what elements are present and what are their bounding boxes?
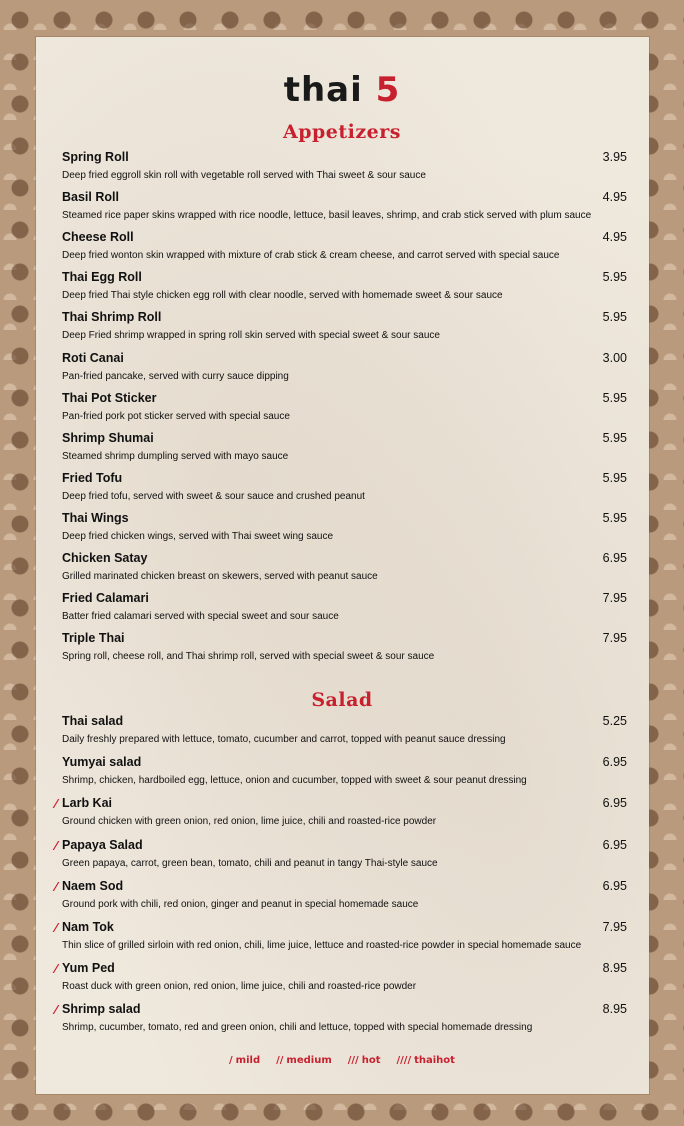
item-description: Deep fried wonton skin wrapped with mixture of crab stick & cream cheese, and carrot served with special sauce (62, 250, 560, 262)
item-name: Thai salad (62, 714, 124, 728)
item-name: Shrimp Shumai (62, 430, 154, 445)
item-description: Shrimp, cucumber, tomato, red and green onion, chili and lettuce, topped with special homemade dressing (62, 1022, 533, 1034)
item-price: 6.95 (602, 551, 627, 565)
item-description: Steamed rice paper skins wrapped with rice noodle, lettuce, basil leaves, shrimp, and crab stick served with plum sauce (62, 210, 592, 222)
item-description: Green papaya, carrot, green bean, tomato, chili and peanut in tangy Thai-style sauce (62, 857, 438, 869)
item-price: 5.95 (602, 470, 627, 485)
item-description: Spring roll, cheese roll, and Thai shrimp roll, served with special sweet & sour sauce (62, 651, 435, 663)
item-price: 4.95 (602, 190, 627, 205)
chili-pepper-icon: ⁄ (55, 797, 58, 812)
item-name: Thai Wings (62, 510, 129, 525)
item-name: Yumyai salad (62, 755, 142, 770)
chili-pepper-icon: / (229, 1055, 233, 1066)
item-description: Deep Fried shrimp wrapped in spring roll skin served with special sweet & sour sauce (62, 330, 440, 342)
item-description: Roast duck with green onion, red onion, lime juice, chili and roasted-rice powder (62, 981, 417, 993)
item-name: Naem Sod (62, 878, 124, 893)
chili-pepper-icon: //// (396, 1055, 412, 1066)
logo-number: 5 (375, 70, 401, 110)
item-price: 5.95 (602, 390, 627, 405)
chili-pepper-icon: ⁄ (55, 879, 58, 894)
chili-pepper-icon: ⁄ (55, 1003, 58, 1018)
item-name: Nam Tok (62, 920, 114, 934)
item-price: 3.00 (602, 350, 627, 365)
chili-pepper-icon: ⁄ (55, 838, 58, 853)
legend-entry (229, 1055, 260, 1066)
item-name: Thai Shrimp Roll (62, 310, 162, 325)
item-name: Spring Roll (62, 150, 129, 164)
item-price: 5.25 (602, 714, 627, 728)
item-name: Papaya Salad (62, 837, 143, 852)
item-name: Thai Pot Sticker (62, 390, 157, 405)
item-description: Pan-fried pork pot sticker served with special sauce (62, 410, 290, 422)
legend-entry (348, 1055, 381, 1066)
item-name: Triple Thai (62, 631, 125, 646)
item-price: 6.95 (602, 837, 627, 852)
item-price: 8.95 (602, 961, 627, 976)
item-name: Shrimp salad (62, 1002, 141, 1017)
legend-label: thaihot (414, 1055, 455, 1066)
item-name: Thai Egg Roll (62, 270, 142, 285)
menu-panel (36, 37, 649, 1094)
item-description: Steamed shrimp dumpling served with mayo sauce (62, 450, 289, 462)
appetizers-heading: Appetizers (283, 121, 401, 143)
item-price: 3.95 (602, 150, 627, 164)
item-price: 7.95 (602, 920, 627, 934)
item-description: Pan-fried pancake, served with curry sauce dipping (62, 370, 289, 382)
item-description: Thin slice of grilled sirloin with red onion, chili, lime juice, lettuce and roasted-rice powder in special homemade sauce (62, 940, 582, 951)
legend-entry (397, 1055, 455, 1066)
legend-entry (276, 1055, 332, 1066)
item-description: Grilled marinated chicken breast on skewers, served with peanut sauce (62, 571, 378, 582)
item-description: Ground pork with chili, red onion, ginger and peanut in special homemade sauce (62, 898, 419, 910)
item-name: Yum Ped (62, 961, 115, 976)
chili-pepper-icon: ⁄ (55, 962, 58, 977)
item-description: Batter fried calamari served with special sweet and sour sauce (62, 611, 339, 623)
item-description: Ground chicken with green onion, red onion, lime juice, chili and roasted-rice powder (62, 816, 437, 828)
item-name: Larb Kai (62, 796, 113, 811)
item-price: 7.95 (602, 591, 627, 606)
item-price: 5.95 (602, 510, 627, 525)
item-description: Deep fried Thai style chicken egg roll with clear noodle, served with homemade sweet & sour sauce (62, 290, 503, 302)
legend-label: hot (361, 1055, 381, 1066)
legend-label: mild (235, 1055, 261, 1066)
legend-label: medium (286, 1055, 332, 1066)
chili-pepper-icon: // (276, 1055, 284, 1066)
salad-heading: Salad (311, 689, 373, 711)
item-description: Shrimp, chicken, hardboiled egg, lettuce, onion and cucumber, topped with sweet & sour peanut dressing (62, 775, 527, 787)
restaurant-logo (0, 70, 684, 110)
item-price: 6.95 (602, 755, 627, 770)
item-name: Roti Canai (62, 350, 124, 365)
logo-word: thai (283, 70, 363, 110)
item-name: Chicken Satay (62, 551, 148, 565)
chili-pepper-icon: /// (347, 1055, 359, 1066)
item-description: Daily freshly prepared with lettuce, tomato, cucumber and carrot, topped with peanut sauce dressing (62, 734, 506, 745)
item-price: 8.95 (602, 1002, 627, 1017)
item-price: 5.95 (602, 310, 627, 325)
item-description: Deep fried chicken wings, served with Thai sweet wing sauce (62, 530, 334, 542)
item-name: Cheese Roll (62, 230, 134, 245)
item-name: Fried Calamari (62, 591, 149, 606)
item-name: Fried Tofu (62, 470, 123, 485)
spice-legend (0, 1055, 684, 1066)
item-description: Deep fried tofu, served with sweet & sour sauce and crushed peanut (62, 490, 365, 502)
item-price: 7.95 (602, 631, 627, 646)
item-price: 6.95 (602, 796, 627, 811)
item-price: 5.95 (602, 270, 627, 285)
item-description: Deep fried eggroll skin roll with vegetable roll served with Thai sweet & sour sauce (62, 170, 426, 181)
item-name: Basil Roll (62, 190, 119, 205)
item-price: 5.95 (602, 430, 627, 445)
item-price: 4.95 (602, 230, 627, 245)
chili-pepper-icon: ⁄ (55, 921, 58, 935)
item-price: 6.95 (602, 878, 627, 893)
